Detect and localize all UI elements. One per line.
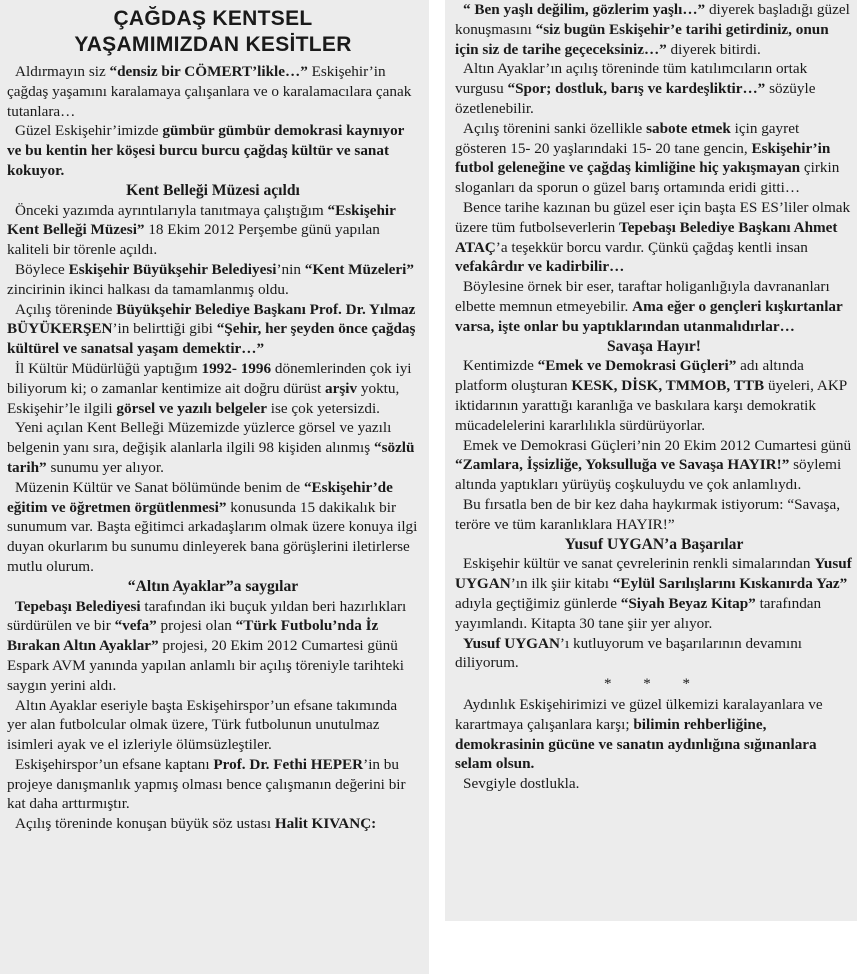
right-paragraph — [455, 695, 853, 774]
right-subheading: Savaşa Hayır! — [607, 337, 701, 355]
text-run: konusunda 15 dakikalık bir sunumum var. Başta eğitimci arkadaşlarım olmak üzere konuya ilgi duyan okurlarım bu sunumu dinleyerek bana görüşlerini iletirlerse mutlu olurum. — [7, 498, 418, 575]
text-run: Açılış töreninde — [15, 300, 117, 318]
bold-text: “Eskişehir Kent Belleği Müzesi” — [7, 201, 396, 239]
left-paragraph — [7, 418, 419, 477]
text-run: 18 Ekim 2012 Perşembe günü yapılan kaliteli bir törenle açıldı. — [7, 221, 380, 259]
text-run: sunumu yer alıyor. — [46, 458, 164, 476]
text-run: Bu fırsatla ben de bir kez daha haykırmak istiyorum: “Savaşa, teröre ve tüm karanlıklara HAYIR!” — [455, 495, 841, 533]
bold-text: görsel ve yazılı belgeler — [116, 399, 267, 417]
text-run: Eskişehir’in çağdaş yaşamını karalamaya çalışanlara ve o karalamacılara çanak tutanlara… — [7, 63, 412, 120]
left-paragraph — [7, 260, 419, 300]
bold-text: gümbür gümbür demokrasi kaynıyor ve bu kentin her köşesi burcu burcu çağdaş kültür ve sanat kokuyor. — [7, 122, 405, 179]
bold-text: “Türk Futbolu’nda İz Bırakan Altın Ayaklar” — [7, 617, 379, 655]
left-subheading: “Altın Ayaklar”a saygılar — [127, 577, 299, 595]
bold-text: KESK, DİSK, TMMOB, TTB — [571, 377, 765, 395]
text-run: Sevgiyle dostlukla. — [463, 775, 580, 793]
text-run: Böylece — [15, 260, 69, 278]
text-run: Önceki yazımda ayrıntılarıyla tanıtmaya çalıştığım — [15, 201, 328, 219]
bold-text: “Siyah Beyaz Kitap” — [620, 594, 756, 612]
text-run: Bence tarihe kazınan bu güzel eser için başta ES ES’liler olmak üzere tüm futbolseverlerin — [455, 198, 851, 236]
text-run: Aydınlık Eskişehirimizi ve güzel ülkemizi karalayanlara ve karartmaya çalışanlara karşı; — [455, 696, 823, 733]
text-run: Açılış töreninde konuşan büyük söz ustası — [15, 815, 275, 833]
bold-text: arşiv — [325, 379, 358, 397]
bold-text: sabote etmek — [646, 119, 731, 137]
text-run: ’a teşekkür borcu vardır. Çünkü çağdaş kentli insan — [495, 238, 808, 256]
bold-text: “sözlü tarih” — [7, 439, 415, 476]
text-run: Eskişehir kültür ve sanat çevrelerinin renkli simalarından — [463, 555, 815, 573]
right-paragraph — [455, 554, 853, 633]
left-paragraph — [7, 814, 419, 834]
text-run: ’ın ilk şiir kitabı — [510, 575, 613, 593]
text-run: dönemlerinden çok iyi biliyorum ki; o zamanlar kentimize ait doğru dürüst — [7, 359, 412, 397]
article-title-line-2: YAŞAMIMIZDAN KESİTLER — [74, 33, 352, 56]
text-run: üyeleri, AKP iktidarının yarattığı karanlığa ve baskılara karşı demokratik mücadelelerini kararlılıkla sürdürüyorlar. — [455, 377, 847, 434]
right-paragraph — [455, 119, 853, 198]
bold-text: “Zamlara, İşsizliğe, Yoksulluğa ve Savaşa HAYIR!” — [455, 456, 790, 474]
right-subheading: Yusuf UYGAN’a Başarılar — [564, 535, 744, 553]
bold-text: Tepebaşı Belediyesi — [15, 597, 141, 615]
bold-text: bilimin rehberliğine, demokrasinin gücüne ve sanatın aydınlığına sığınanlara selam olsun. — [455, 715, 817, 773]
bold-text: “ Ben yaşlı değilim, gözlerim yaşlı…” — [463, 1, 706, 18]
text-run: adıyla geçtiğimiz günlerde — [455, 594, 621, 612]
right-paragraph — [455, 774, 853, 794]
bold-text: “Eskişehir’de eğitim ve öğretmen örgütlenmesi” — [7, 478, 393, 516]
left-subheading: Kent Belleği Müzesi açıldı — [126, 181, 300, 199]
bold-text: Halit KIVANÇ: — [274, 815, 377, 833]
text-run: Kentimizde — [463, 357, 538, 375]
text-run: zincirinin ikinci halkası da tamamlanmış oldu. — [7, 280, 289, 298]
text-run: Güzel Eskişehir’imizde — [15, 122, 163, 140]
bold-text: 1992- 1996 — [201, 359, 272, 377]
text-run: ise çok yetersizdi. — [266, 399, 380, 417]
bold-text: “siz bugün Eskişehir’e tarihi getirdiniz, onun için siz de tarihe geçeceksiniz…” — [455, 20, 829, 58]
bold-text: “Eylül Sarılışlarını Kıskanırda Yaz” — [612, 575, 848, 593]
text-run: ’ı kutluyorum ve başarılarının devamını diliyorum. — [455, 634, 803, 672]
bold-text: Tepebaşı Belediye Başkanı Ahmet ATAÇ — [455, 218, 838, 256]
text-run: çirkin sloganları da sporun o güzel barış ortamında eridi gitti… — [455, 159, 840, 197]
bold-text: Eskişehir’in futbol geleneğine ve çağdaş kimliğine hiç yakışmayan — [455, 139, 831, 177]
left-paragraph — [7, 755, 419, 814]
text-run: diyerek bitirdi. — [666, 40, 761, 58]
text-run: ’in belirttiği gibi — [112, 320, 217, 338]
text-run: Müzenin Kültür ve Sanat bölümünde benim de — [15, 478, 304, 496]
left-paragraph — [7, 696, 419, 755]
left-paragraph — [7, 359, 419, 418]
text-run: yoktu, Eskişehir’le ilgili — [7, 379, 400, 417]
left-paragraph — [7, 62, 419, 121]
bold-text: “vefa” — [114, 617, 157, 635]
bold-text: Büyükşehir Belediye Başkanı Prof. Dr. Yılmaz BÜYÜKERŞEN — [7, 300, 416, 338]
right-paragraph — [455, 0, 853, 59]
text-run: adı altında platform oluşturan — [455, 357, 804, 395]
article-title-line-1: ÇAĞDAŞ KENTSEL — [113, 7, 313, 30]
right-paragraph — [455, 495, 853, 535]
right-paragraph — [455, 634, 853, 674]
right-column-body — [455, 0, 853, 794]
text-run: sözüyle özetlenebilir. — [455, 80, 816, 117]
text-run: projesi olan — [156, 617, 236, 635]
right-paragraph — [455, 277, 853, 336]
bold-text: “Emek ve Demokrasi Güçleri” — [537, 357, 737, 375]
left-paragraph — [7, 300, 419, 359]
bold-text: Eskişehir Büyükşehir Belediyesi — [68, 260, 277, 278]
text-run: ’in bu projeye danışmanlık yapmış olması bence çalışmanın değerini bir kat daha arttırmıştır. — [7, 755, 406, 813]
bold-text: Yusuf UYGAN — [463, 634, 560, 652]
text-run: İl Kültür Müdürlüğü yaptığım — [15, 359, 202, 377]
text-run: söylemi altında yaptıkları yürüyüş coşkuluydu ve çok anlamlıydı. — [455, 456, 842, 494]
bold-text: “Spor; dostluk, barış ve kardeşliktir…” — [507, 80, 766, 98]
bold-text: Prof. Dr. Fethi HEPER — [213, 755, 364, 773]
text-run: Emek ve Demokrasi Güçleri’nin 20 Ekim 2012 Cumartesi günü — [463, 436, 852, 454]
bold-text: Yusuf UYGAN — [455, 555, 852, 593]
bold-text: “Kent Müzeleri” — [304, 260, 414, 278]
text-run: tarafından iki buçuk yıldan beri hazırlıkları sürdürülen ve bir — [7, 597, 407, 635]
right-paragraph — [455, 356, 853, 435]
left-paragraph — [7, 121, 419, 180]
text-run: Altın Ayaklar’ın açılış töreninde tüm katılımcıların ortak vurgusu — [455, 60, 808, 98]
right-section-divider: * * * — [604, 676, 704, 693]
right-column — [445, 0, 857, 921]
left-paragraph — [7, 597, 419, 696]
text-run: Açılış törenini sanki özellikle — [463, 119, 647, 137]
text-run: ’nin — [276, 260, 305, 278]
text-run: Eskişehirspor’un efsane kaptanı — [15, 755, 214, 773]
text-run: diyerek başladığı güzel konuşmasını — [455, 1, 850, 38]
text-run: Aldırmayın siz — [15, 63, 110, 80]
left-column-body — [7, 62, 419, 834]
text-run: Altın Ayaklar eseriyle başta Eskişehirspor’un efsane takımında yer alan futbolcular olmak üzere, Türk futbolunun unutulmaz isimleri ayak ve el izleriyle ölümsüzleştiler. — [7, 696, 398, 754]
left-paragraph — [7, 201, 419, 260]
left-paragraph — [7, 478, 419, 577]
text-run: projesi, 20 Ekim 2012 Cumartesi günü Espark AVM yanında yapılan anlamlı bir açılış töreniyle tarihteki saygın yerini aldı. — [7, 637, 405, 694]
bold-text: “densiz bir CÖMERT’likle…” — [109, 63, 308, 80]
text-run: tarafından yayımlandı. Kitapta 30 tane şiir yer alıyor. — [455, 594, 822, 632]
right-paragraph — [455, 59, 853, 118]
article-title — [7, 6, 419, 58]
text-run: Böylesine örnek bir eser, taraftar holiganlığıyla davrananları elbette memnun etmeyebilir. — [455, 278, 830, 315]
text-run: Yeni açılan Kent Belleği Müzemizde yüzlerce görsel ve yazılı belgenin yanı sıra, değişik alanlarla ilgili 98 kişiden alınmış — [7, 419, 392, 457]
bold-text: vefakârdır ve kadirbilir… — [455, 258, 625, 276]
right-paragraph — [455, 436, 853, 495]
right-paragraph — [455, 198, 853, 277]
text-run: için gayret gösteren 15- 20 yaşlarındaki 15- 20 tane gencin, — [455, 119, 800, 157]
bold-text: Ama eğer o gençleri kışkırtanlar varsa, işte onlar bu yaptıklarından utanmalıdırlar… — [455, 297, 843, 335]
bold-text: “Şehir, her şeyden önce çağdaş kültürel ve sanatsal yaşam demektir…” — [7, 320, 416, 358]
